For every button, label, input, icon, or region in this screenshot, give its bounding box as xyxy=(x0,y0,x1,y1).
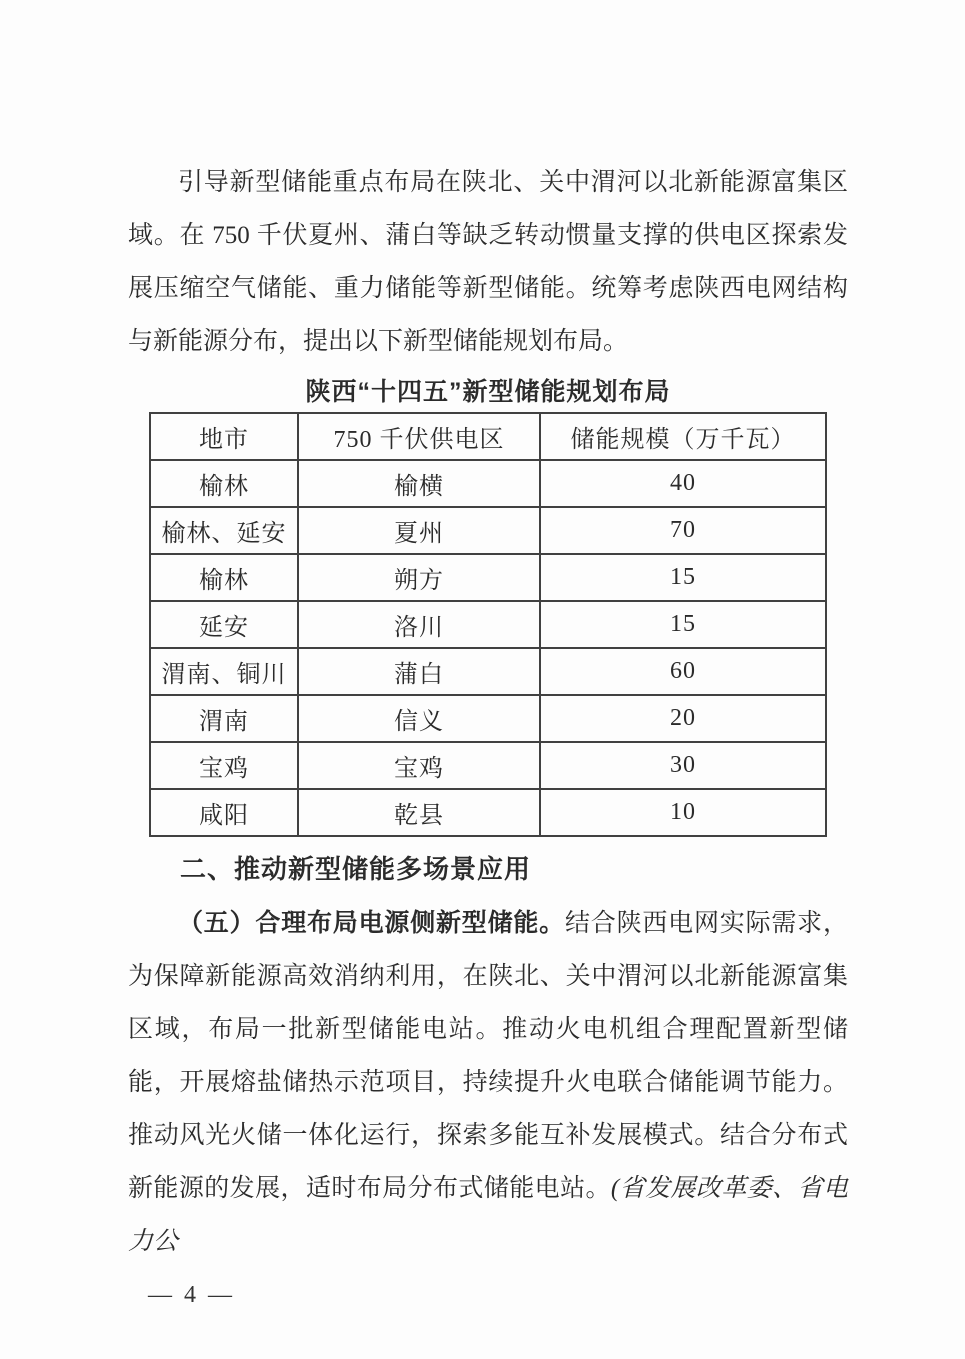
cell-supply-area: 洛川 xyxy=(298,601,540,648)
storage-table xyxy=(149,412,827,837)
cell-supply-area: 乾县 xyxy=(298,789,540,836)
cell-storage-scale: 30 xyxy=(540,742,826,789)
table-header-row xyxy=(150,413,826,460)
cell-city: 榆林 xyxy=(150,554,298,601)
cell-supply-area: 蒲白 xyxy=(298,648,540,695)
header-city: 地市 xyxy=(150,413,298,460)
cell-storage-scale: 60 xyxy=(540,648,826,695)
clause-attribution-text: (省发展改革委、省电力公 xyxy=(128,1175,848,1255)
cell-city: 渭南、铜川 xyxy=(150,648,298,695)
section-heading: 二、推动新型储能多场景应用 xyxy=(180,854,532,884)
cell-supply-area: 信义 xyxy=(298,695,540,742)
cell-city: 宝鸡 xyxy=(150,742,298,789)
cell-city: 咸阳 xyxy=(150,789,298,836)
cell-storage-scale: 15 xyxy=(540,554,826,601)
cell-city: 延安 xyxy=(150,601,298,648)
cell-storage-scale: 15 xyxy=(540,601,826,648)
page-number: — 4 — xyxy=(148,1282,235,1308)
table-title: 陕西“十四五”新型储能规划布局 xyxy=(305,378,671,406)
clause-paragraph xyxy=(128,897,848,1268)
cell-city: 渭南 xyxy=(150,695,298,742)
header-storage-scale: 储能规模（万千瓦） xyxy=(540,413,826,460)
header-supply-area: 750 千伏供电区 xyxy=(298,413,540,460)
table-row xyxy=(150,601,826,648)
table-row xyxy=(150,695,826,742)
table-row xyxy=(150,648,826,695)
cell-supply-area: 朔方 xyxy=(298,554,540,601)
cell-storage-scale: 40 xyxy=(540,460,826,507)
cell-storage-scale: 70 xyxy=(540,507,826,554)
cell-city: 榆林 xyxy=(150,460,298,507)
table-row xyxy=(150,507,826,554)
table-row xyxy=(150,742,826,789)
cell-supply-area: 宝鸡 xyxy=(298,742,540,789)
cell-supply-area: 夏州 xyxy=(298,507,540,554)
cell-storage-scale: 10 xyxy=(540,789,826,836)
table-row xyxy=(150,460,826,507)
cell-storage-scale: 20 xyxy=(540,695,826,742)
clause-lead-text: （五）合理布局电源侧新型储能。 xyxy=(178,910,565,937)
clause-body-text: 结合陕西电网实际需求，为保障新能源高效消纳利用，在陕北、关中渭河以北新能源富集区域，布局一批新型储能电站。推动火电机组合理配置新型储能，开展熔盐储热示范项目，持续提升火电联合储能调节能力。推动风光火储一体化运行，探索多能互补发展模式。结合分布式新能源的发展，适时布局分布式储能电站。 xyxy=(128,910,848,1202)
cell-supply-area: 榆横 xyxy=(298,460,540,507)
cell-city: 榆林、延安 xyxy=(150,507,298,554)
table-row xyxy=(150,789,826,836)
intro-paragraph: 引导新型储能重点布局在陕北、关中渭河以北新能源富集区域。在 750 千伏夏州、蒲白等缺乏转动惯量支撑的供电区探索发展压缩空气储能、重力储能等新型储能。统筹考虑陕西电网结构与新能源分布，提出以下新型储能规划布局。 xyxy=(128,169,848,355)
table-row xyxy=(150,554,826,601)
